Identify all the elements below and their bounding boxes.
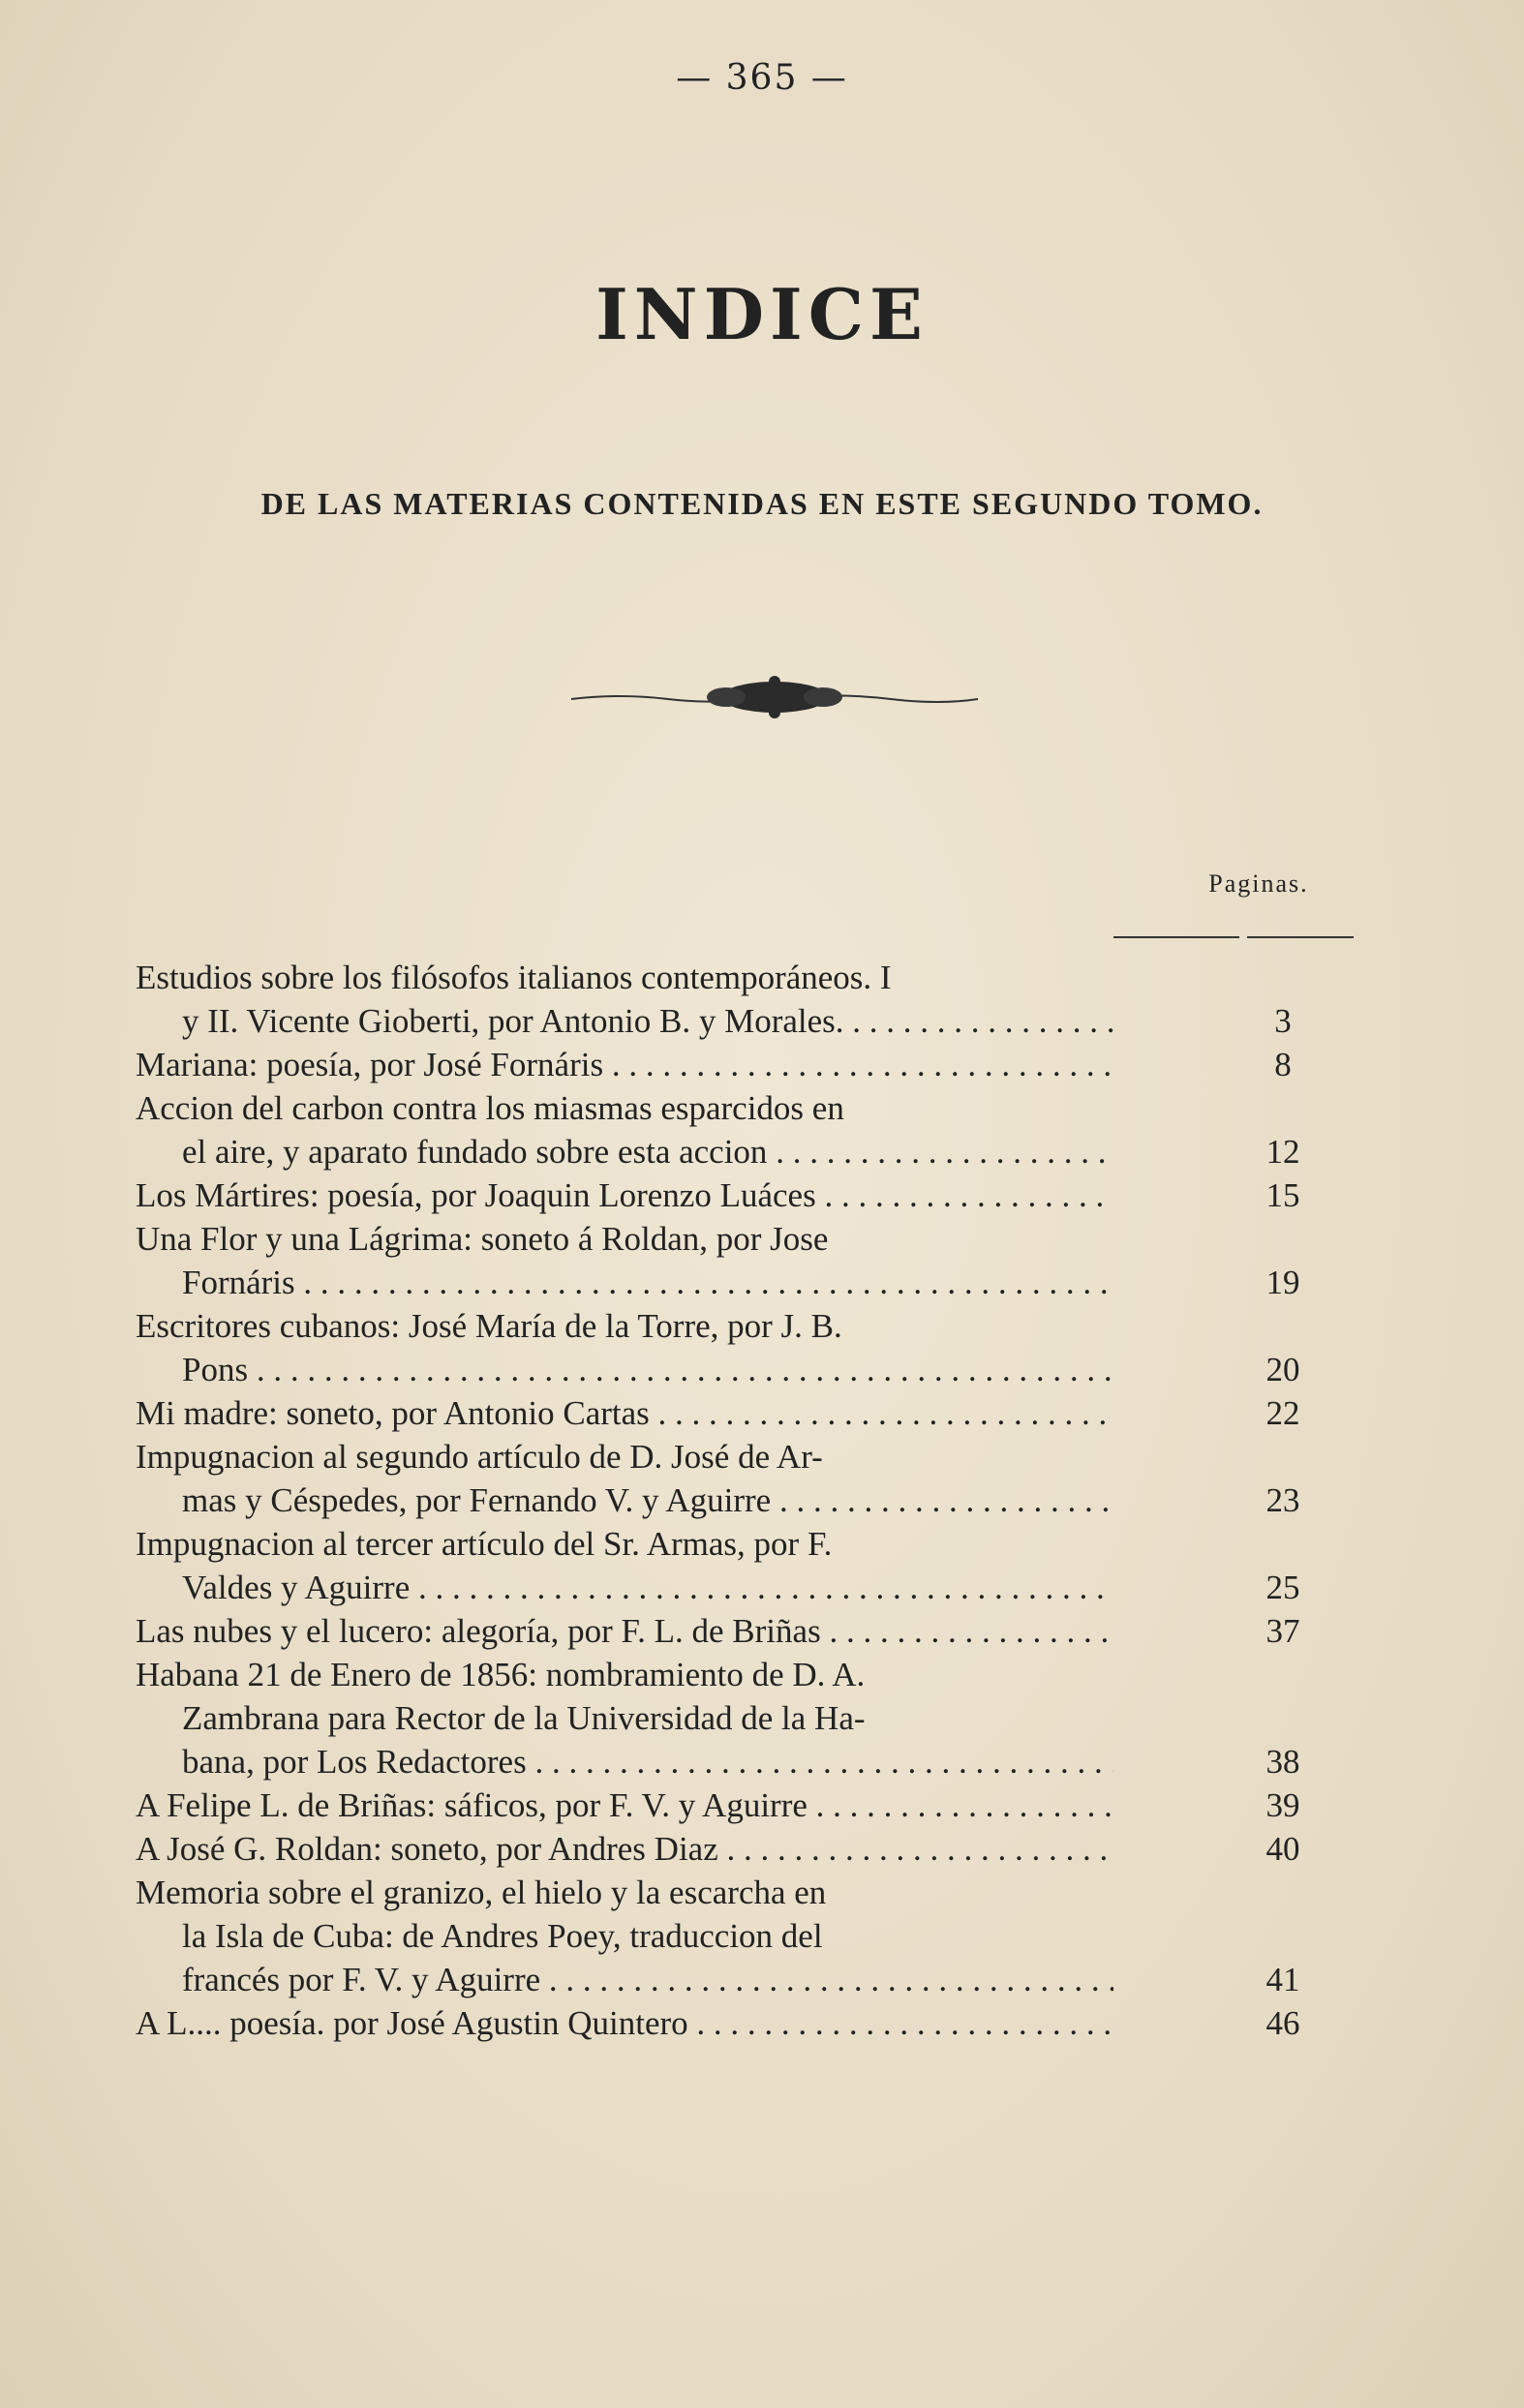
index-entry <box>136 1522 1356 1609</box>
ornament-divider <box>562 668 988 726</box>
page-number: — 365 — <box>676 58 848 98</box>
entry-page-number: 22 <box>1265 1394 1300 1432</box>
entry-page-number: 25 <box>1265 1569 1300 1606</box>
index-entry <box>136 1086 1356 1174</box>
entry-line: Estudios sobre los filósofos italianos contemporáneos. I <box>136 959 892 996</box>
entry-page-number: 20 <box>1265 1351 1300 1388</box>
entry-line: Habana 21 de Enero de 1856: nombramiento de D. A. <box>136 1656 866 1693</box>
entry-page-number: 46 <box>1265 2004 1300 2042</box>
index-entry <box>136 1827 1356 1871</box>
entry-page-number: 40 <box>1265 1830 1300 1868</box>
entry-page-number: 3 <box>1274 1002 1292 1040</box>
index-entry <box>136 1871 1356 2001</box>
entry-page-number: 41 <box>1265 1961 1300 1998</box>
entry-line: Las nubes y el lucero: alegoría, por F. L. de Briñas . . . <box>136 1609 1113 1653</box>
entry-page-number: 38 <box>1265 1743 1300 1781</box>
entry-line: Mi madre: soneto, por Antonio Cartas . . . <box>136 1391 1113 1435</box>
entry-line: Escritores cubanos: José María de la Torre, por J. B. <box>136 1307 842 1345</box>
index-entries <box>136 956 1356 2045</box>
column-rule-right <box>1247 936 1354 938</box>
index-entry <box>136 1391 1356 1435</box>
index-entry <box>136 1435 1356 1522</box>
entry-line: Accion del carbon contra los miasmas esparcidos en <box>136 1089 844 1127</box>
index-entry <box>136 1653 1356 1783</box>
entry-line: la Isla de Cuba: de Andres Poey, traduccion del <box>182 1917 823 1955</box>
index-entry <box>136 1174 1356 1217</box>
index-entry <box>136 1304 1356 1391</box>
index-entry <box>136 1609 1356 1653</box>
entry-line: A José G. Roldan: soneto, por Andres Diaz . . . <box>136 1827 1113 1871</box>
entry-line: mas y Céspedes, por Fernando V. y Aguirre . . . <box>136 1478 1113 1522</box>
entry-line: Pons . . . <box>136 1348 1113 1391</box>
entry-line: y II. Vicente Gioberti, por Antonio B. y Morales. . . . <box>136 999 1113 1043</box>
entry-line: Memoria sobre el granizo, el hielo y la escarcha en <box>136 1874 827 1911</box>
entry-line: francés por F. V. y Aguirre . . . <box>136 1958 1113 2001</box>
entry-page-number: 19 <box>1265 1264 1300 1301</box>
entry-line: Zambrana para Rector de la Universidad de la Ha- <box>182 1699 866 1737</box>
index-entry <box>136 1783 1356 1827</box>
entry-line: Impugnacion al segundo artículo de D. José de Ar- <box>136 1438 823 1476</box>
index-subtitle: DE LAS MATERIAS CONTENIDAS EN ESTE SEGUNDO TOMO. <box>260 486 1264 521</box>
column-header-paginas: Paginas. <box>1208 869 1309 898</box>
entry-page-number: 15 <box>1265 1176 1300 1214</box>
entry-page-number: 37 <box>1265 1612 1300 1650</box>
entry-page-number: 8 <box>1274 1046 1292 1083</box>
entry-line: bana, por Los Redactores . . . <box>136 1740 1113 1783</box>
entry-line: A L.... poesía. por José Agustin Quintero . . . <box>136 2001 1113 2045</box>
index-entry <box>136 2001 1356 2045</box>
entry-line: Impugnacion al tercer artículo del Sr. Armas, por F. <box>136 1525 833 1563</box>
index-entry <box>136 1217 1356 1304</box>
column-rule-left <box>1113 936 1239 938</box>
entry-line: el aire, y aparato fundado sobre esta accion . . . <box>136 1130 1113 1174</box>
entry-page-number: 12 <box>1265 1133 1300 1171</box>
entry-line: Los Mártires: poesía, por Joaquin Lorenzo Luáces . . . <box>136 1174 1113 1217</box>
index-entry <box>136 1043 1356 1086</box>
entry-line: Fornáris . . . <box>136 1261 1113 1304</box>
index-entry <box>136 956 1356 1043</box>
entry-line: A Felipe L. de Briñas: sáficos, por F. V. y Aguirre . . . <box>136 1783 1113 1827</box>
entry-line: Mariana: poesía, por José Fornáris . . . <box>136 1043 1113 1086</box>
entry-page-number: 23 <box>1265 1481 1300 1519</box>
entry-page-number: 39 <box>1265 1786 1300 1824</box>
entry-line: Valdes y Aguirre . . . <box>136 1566 1113 1609</box>
entry-line: Una Flor y una Lágrima: soneto á Roldan, por Jose <box>136 1220 829 1258</box>
index-title: INDICE <box>595 273 929 355</box>
